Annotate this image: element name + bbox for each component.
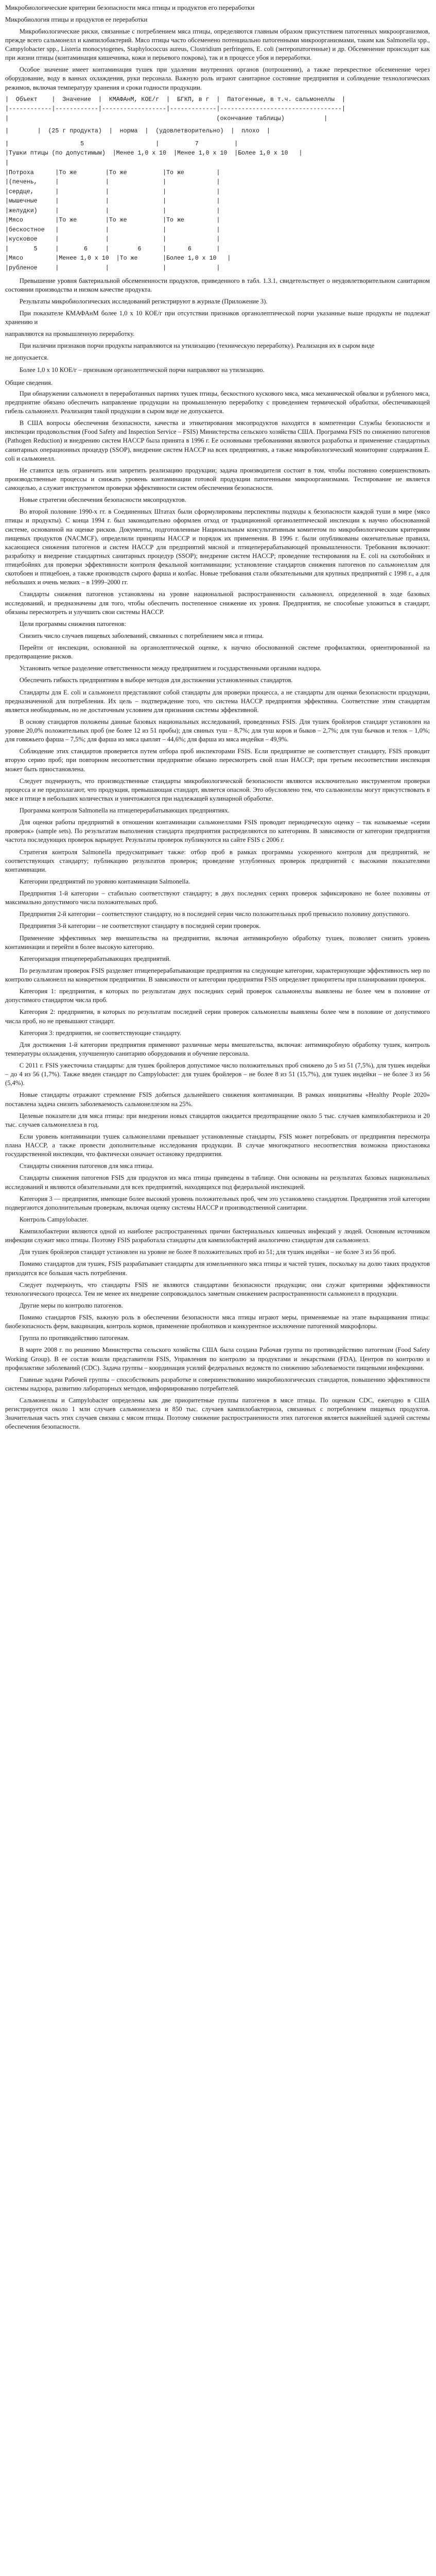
body-paragraph: Новые стратегии обеспечения безопасности мясопродуктов. bbox=[19, 496, 186, 504]
body-paragraph: Стандарты снижения патогенов для мяса птицы. bbox=[19, 1162, 154, 1170]
body-paragraph: Стандарты снижения патогенов установлены на уровне национальной распространенности сальмонелл, определенной в ходе базовых исследований, и предназначены для того, чтобы обеспечить постепенное снижение их уровня. Предприятия, не способные уложиться в стандарт, обязаны пересмотреть и улучшить свои системы HACCP. bbox=[5, 590, 430, 616]
body-paragraph: Категория 2: предприятия, в которых по результатам последней серии проверок сальмонеллы выявлены более чем в половине от допустимого числа проб, но не превышают стандарт. bbox=[5, 1008, 430, 1025]
body-paragraph: В США вопросы обеспечения безопасности, качества и этикетирования мясопродуктов находятся в компетенции Службы безопасности и инспекции продовольствия (Food Safety and Inspection Service – FSIS) Министерства сельского хозяйства США. Программа FSIS по снижению патогенов (Pathogen Reduction) и внедрению систем HACCP была принята в 1996 г. Ее основными требованиями являются разработка и применение стандартных санитарных операционных процедур (SSOP), внедрение систем HACCP на всех предприятиях, а также микробиологический мониторинг содержания E. coli и сальмонелл. bbox=[5, 419, 430, 462]
section-paragraph: не допускается. bbox=[5, 354, 49, 362]
body-paragraph: Стратегия контроля Salmonella предусматривает также: отбор проб в рамках программы ускоренного контроля для предприятий, не соответствующих стандарту; публикацию результатов проверок; проведение углубленных проверок предприятий с высокими показателями контаминации. bbox=[5, 848, 430, 873]
body-paragraph: Помимо стандартов для тушек, FSIS разрабатывает стандарты для измельченного мяса птицы и частей тушек, поскольку на долю таких продуктов приходится все большая часть потребления. bbox=[5, 1260, 430, 1277]
body-text bbox=[5, 389, 430, 1432]
body-paragraph: Установить четкое разделение ответственности между предприятием и государственными органами надзора. bbox=[19, 665, 322, 672]
body-paragraph: Главные задачи Рабочей группы – способствовать разработке и совершенствованию микробиологических стандартов, повышению эффективности системы надзора, развитию лабораторных методов, информированию потребителей. bbox=[5, 1376, 430, 1392]
body-paragraph: Следует подчеркнуть, что производственные стандарты микробиологической безопасности являются исключительно инструментом проверки процесса и не предполагают, что продукция, превышающая стандарт, является опасной. Это обусловлено тем, что сальмонеллы могут присутствовать в мясе и птице в небольших количествах и уничтожаются при надлежащей кулинарной обработке. bbox=[5, 777, 430, 802]
body-paragraph: В основу стандартов положены данные базовых национальных исследований, проведенных FSIS. Для тушек бройлеров стандарт установлен на уровне 20,0% положительных проб (не более 12 из 51 пробы); для свиных туш – 8,7%; для туш коров и быков – 2,7%; для туш бычков и телок – 1,0%; для говяжьего фарша – 7,5%; для фарша из мяса цыплят – 44,6%; для фарша из мяса индейки – 49,9%. bbox=[5, 718, 430, 743]
body-paragraph: Предприятия 2-й категории – соответствуют стандарту, но в последней серии число положительных проб превысило половину допустимого. bbox=[19, 910, 410, 918]
body-paragraph: Помимо стандартов FSIS, важную роль в обеспечении безопасности мяса птицы играют меры, применяемые на этапе выращивания птицы: биобезопасность ферм, вакцинация, контроль кормов, применение пробиотиков и конкурентное исключение патогенной микрофлоры. bbox=[5, 1314, 430, 1330]
body-paragraph: С 2011 г. FSIS ужесточила стандарты: для тушек бройлеров допустимое число положительных проб снижено до 5 из 51 (7,5%), для тушек индейки – до 4 из 56 (1,7%). Также введен стандарт по Campylobacter: для тушек бройлеров – не более 8 из 51 (15,7%), для тушек индейки – не более 3 из 56 (5,4%). bbox=[5, 1062, 430, 1087]
breadcrumb: Микробиология птицы и продуктов ее переработки bbox=[5, 15, 148, 23]
body-paragraph: Обеспечить гибкость предприятиям в выборе методов для достижения установленных стандартов. bbox=[19, 676, 293, 684]
table-groups-block: | 5 | 7 | |Тушки птицы (по допустимым) |Менее 1,0 х 10 |Менее 1,0 х 10 |Более 1,0 х 10 | | |Потрохa |То же |То же |То же | |(печень, | | | | |сердце, | | | | |мышечные | | | | |желудки) | | | | |Мясо |То же |То же |То же | |бескостное | | | | |кусковое | | | | | 5 | 6 | 6 | 6 | |Мясо |Менее 1,0 х 10 |То же |Более 1,0 х 10 | |рубленое | | | | bbox=[5, 140, 303, 272]
body-paragraph: Если уровень контаминации тушек сальмонеллами превышает установленные стандарты, FSIS может потребовать от предприятия пересмотра плана HACCP, а также провести дополнительные исследования продукции. В случае многократного несоответствия возможна приостановка государственной инспекции, что фактически означает остановку предприятия. bbox=[5, 1132, 430, 1158]
body-paragraph: Применение эффективных мер вмешательства на предприятии, включая антимикробную обработку тушек, позволяет снизить уровень контаминации и перейти в более высокую категорию. bbox=[5, 934, 430, 951]
body-paragraph: Категория 1: предприятия, в которых по результатам двух последних серий проверок сальмонеллы выявлены не более чем в половине от допустимого стандартом числа проб. bbox=[5, 988, 430, 1004]
section-paragraph: Превышение уровня бактериальной обсемененности продуктов, приведенного в табл. 1.3.1, свидетельствует о неудовлетворительном санитарном состоянии производства и низком качестве продукта. bbox=[5, 277, 430, 293]
section-paragraph: При показателе КМАФАнМ более 1,0 х 10 КОЕ/г при отсутствии признаков органолептической порчи указанные выше продукты не подлежат хранению и bbox=[5, 309, 430, 326]
body-paragraph: Другие меры по контролю патогенов. bbox=[19, 1301, 123, 1309]
body-paragraph: В марте 2008 г. по решению Министерства сельского хозяйства США была создана Рабочая группа по противодействию патогенам (Food Safety Working Group). В ее состав вошли представители FSIS, Управления по контролю за продуктами и лекарствами (FDA), Центров по контролю и профилактике заболеваний (CDC). Задача группы – координация усилий федеральных ведомств по снижению заболеваемости пищевыми инфекциями. bbox=[5, 1346, 430, 1371]
section-paragraph: Более 1,0 х 10 КОЕ/г – признаком органолептической порчи направляют на утилизацию. bbox=[19, 366, 265, 374]
body-paragraph: Перейти от инспекции, основанной на органолептической оценке, к научно обоснованной системе профилактики, ориентированной на предотвращение рисков. bbox=[5, 644, 430, 660]
table-header-block: | Объект | Значение | КМАФАнМ, КОЕ/г | БГКП, в г | Патогенные, в т.ч. сальмонеллы | |------------|------------|------------------|-------------|----------------------------------| | (окончание таблицы) | bbox=[5, 96, 345, 122]
body-paragraph: Цели программы снижения патогенов: bbox=[19, 620, 126, 628]
body-paragraph: Стандарты снижения патогенов FSIS для продуктов из мяса птицы приведены в таблице. Они основаны на результатах базовых национальных исследований и являются обязательными для всех предприятий, находящихся под федеральной инспекцией. bbox=[5, 1174, 430, 1191]
section-paragraph: При наличии признаков порчи продукты направляются на утилизацию (техническую переработку). Реализация их в сыром виде bbox=[19, 342, 375, 350]
body-paragraph: Стандарты для E. coli и сальмонелл представляют собой стандарты для проверки процесса, а не стандарты для оценки безопасности продукции, предназначенной для потребления. Их цель – подтверждение того, что система HACCP предприятия эффективна. Соответствие этим стандартам является необходимым, но не достаточным условием для признания системы эффективной. bbox=[5, 688, 430, 714]
body-paragraph: Снизить число случаев пищевых заболеваний, связанных с потреблением мяса и птицы. bbox=[19, 632, 264, 639]
body-paragraph: Категоризация птицеперерабатывающих предприятий. bbox=[19, 955, 171, 962]
body-paragraph: По результатам проверок FSIS разделяет птицеперерабатывающие предприятия на следующие категории, характеризующие эффективность мер по контролю сальмонелл на конкретном предприятии. В зависимости от категории предприятия FSIS определяет приоритеты при планировании проверок. bbox=[5, 967, 430, 984]
body-paragraph: Соблюдение этих стандартов проверяется путем отбора проб инспекторами FSIS. Если предприятие не соответствует стандарту, FSIS проводит вторую серию проб; при повторном несоответствии предприятие обязано пересмотреть свой план HACCP; при третьем несоответствии инспекция может быть приостановлена. bbox=[5, 748, 430, 773]
body-paragraph: Сальмонеллы и Campylobacter определены как две приоритетные группы патогенов в мясе птицы. По оценкам CDC, ежегодно в США регистрируется около 1 млн случаев сальмонеллеза и 850 тыс. случаев кампилобактериоза, связанных с потреблением пищевых продуктов. Значительная часть этих случаев связана с мясом птицы. Поэтому снижение распространенности этих патогенов является важнейшей задачей системы обеспечения безопасности. bbox=[5, 1397, 430, 1431]
intro-paragraph: Особое значение имеет контаминация тушек при удалении внутренних органов (потрошении), а также перекрестное обсеменение через оборудование, воду в ваннах охлаждения, руки персонала. Важную роль играют санитарное состояние предприятия и соблюдение технологических режимов, включая температуру хранения и сроки годности продукции. bbox=[5, 66, 430, 91]
body-paragraph: Предприятия 3-й категории – не соответствуют стандарту в последней серии проверок. bbox=[19, 922, 261, 930]
body-paragraph: Категория 3 — предприятия, имеющие более высокий уровень положительных проб, чем это установлено стандартом. Предприятия этой категории подвергаются дополнительным проверкам, включая оценку системы HACCP и производственной санитарии. bbox=[5, 1195, 430, 1211]
body-paragraph: Для тушек бройлеров стандарт установлен на уровне не более 8 положительных проб из 51; для тушек индейки – не более 3 из 56 проб. bbox=[19, 1248, 396, 1256]
table-subheader-block: | | (25 г продукта) | норма | (удовлетворительно) | плохо | bbox=[5, 128, 270, 135]
body-paragraph: Категория 3: предприятия, не соответствующие стандарту. bbox=[19, 1029, 181, 1037]
section-heading: Общие сведения. bbox=[5, 379, 53, 386]
body-paragraph: Группа по противодействию патогенам. bbox=[19, 1334, 129, 1342]
section-paragraph: направляются на промышленную переработку. bbox=[5, 330, 135, 338]
body-paragraph: Не ставится цель ограничить или запретить реализацию продукции; задача производителя состоит в том, чтобы постоянно совершенствовать производственные процессы и снижать уровень контаминации готовой продукции патогенными микроорганизмами. Тестирование не является самоцелью, а служит инструментом проверки эффективности систем обеспечения безопасности. bbox=[5, 466, 430, 492]
body-paragraph: При обнаружении сальмонелл в переработанных партиях тушек птицы, бескостного кускового мяса, мяса механической обвалки и рубленого мяса, предприятие обязано обеспечить направление продукции на промышленную переработку с проведением термической обработки, обеспечивающей гибель сальмонелл. Реализация такой продукции в сыром виде не допускается. bbox=[5, 389, 430, 415]
body-paragraph: Во второй половине 1990-х гг. в Соединенных Штатах были сформулированы перспективы подходы к безопасности каждой туши в мире (мясо птицы и продукты). С конца 1994 г. был законодательно оформлен отход от традиционной органолептической инспекции к научно обоснованной системе, основанной на оценке рисков. Документы, подготовленные Национальным консультативным комитетом по микробиологическим критериям пищевых продуктов (NACMCF), определили принципы HACCP и порядок их применения. В 1996 г. были опубликованы окончательные правила, касающиеся снижения патогенов и систем HACCP для предприятий мясной и птицеперерабатывающей промышленности. Требования включают: разработку и внедрение стандартных санитарных процедур (SSOP); внедрение систем HACCP; проведение тестирования на E. coli на скотобойнях и птицебойнях для проверки эффективности контроля фекальной контаминации; установление стандартов снижения патогенов по сальмонеллам для скотобоен и птицебоен, а также производств сырого фарша и колбас. Новые требования стали обязательными для крупных предприятий с 1998 г., а для небольших и очень мелких – в 1999–2000 гг. bbox=[5, 508, 430, 586]
body-paragraph: Программа контроля Salmonella на птицеперерабатывающих предприятиях. bbox=[19, 807, 230, 815]
body-paragraph: Контроль Campylobacter. bbox=[19, 1215, 89, 1223]
document-title: Микробиологические критерии безопасности мяса птицы и продуктов его переработки bbox=[5, 4, 255, 11]
body-paragraph: Новые стандарты отражают стремление FSIS добиться дальнейшего снижения контаминации. В рамках инициативы «Healthy People 2020» поставлена задача снизить заболеваемость сальмонеллезом на 25%. bbox=[5, 1091, 430, 1108]
body-paragraph: Категории предприятий по уровню контаминации Salmonella. bbox=[19, 877, 190, 885]
intro-paragraph: Микробиологические риски, связанные с потреблением мяса птицы, определяются главным образом присутствием патогенных микроорганизмов, прежде всего сальмонелл и кампилобактерий. Мясо птицы часто обсеменено потенциально патогенными микроорганизмами, таким как Salmonella spp., Campylobacter spp., Listeria monocytogenes, Staphylococcus aureus, Clostridium perfringens, E. coli (энтеропатогенные) и др. Обсеменение происходит как при жизни птицы (контаминация кишечника, кожи и перьевого покрова), так и в процессе убоя и переработки. bbox=[5, 27, 430, 62]
body-paragraph: Целевые показатели для мяса птицы: при внедрении новых стандартов ожидается предотвращение около 5 тыс. случаев кампилобактериоза и 20 тыс. случаев сальмонеллеза в год. bbox=[5, 1112, 430, 1128]
body-paragraph: Предприятия 1-й категории – стабильно соответствуют стандарту; в двух последних сериях проверок зафиксировано не более половины от максимально допустимого числа положительных проб. bbox=[5, 890, 430, 906]
body-paragraph: Следует подчеркнуть, что стандарты FSIS не являются стандартами безопасности продукции; они служат критериями эффективности технологического процесса. Тем не менее их внедрение сопровождалось заметным снижением распространенности сальмонелл в продукции. bbox=[5, 1281, 430, 1297]
body-paragraph: Для достижения 1-й категории предприятия применяют различные меры вмешательства, включая: антимикробную обработку тушек, контроль температуры охлаждения, улучшенную санитарию оборудования и обучение персонала. bbox=[5, 1041, 430, 1057]
body-paragraph: Для оценки работы предприятий в отношении контаминации сальмонеллами FSIS проводит периодическую оценку – так называемые «серии проверок» (sample sets). По результатам выполнения стандарта предприятия распределяются по категориям. В зависимости от категории предприятия частота последующих проверок варьирует. Результаты проверок публикуются на сайте FSIS с 2006 г. bbox=[5, 819, 430, 844]
section-paragraph: Результаты микробиологических исследований регистрируют в журнале (Приложение 3). bbox=[19, 297, 268, 305]
body-paragraph: Кампилобактерии являются одной из наиболее распространенных причин бактериальных кишечных инфекций у людей. Основным источником инфекции служит мясо птицы. Поэтому FSIS разработала стандарты для кампилобактерий аналогично стандартам для сальмонелл. bbox=[5, 1228, 430, 1244]
